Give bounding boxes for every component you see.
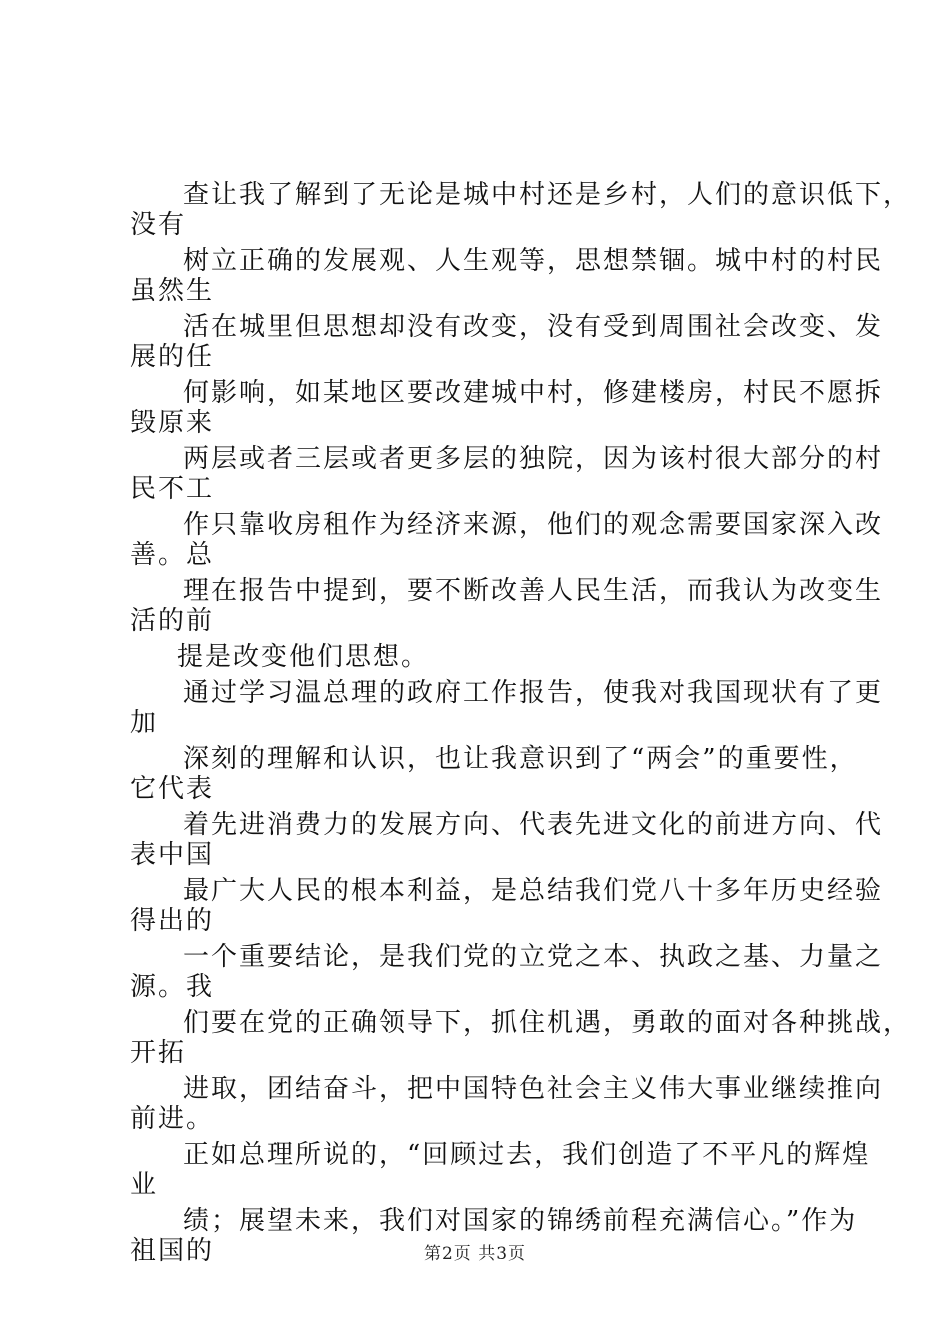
text-line: 活在城里但思想却没有改变，没有受到周围社会改变、发 — [183, 312, 884, 342]
text-line: 通过学习温总理的政府工作报告，使我对我国现状有了更 — [183, 678, 884, 708]
text-line: 进取，团结奋斗，把中国特色社会主义伟大事业继续推向 — [183, 1074, 884, 1104]
text-line: 展的任 — [130, 342, 215, 372]
text-line: 开拓 — [130, 1038, 187, 1068]
text-line: 虽然生 — [130, 276, 215, 306]
text-line: 提是改变他们思想。 — [177, 642, 430, 672]
text-line: 作只靠收房租作为经济来源，他们的观念需要国家深入改 — [183, 510, 884, 540]
text-line: 着先进消费力的发展方向、代表先进文化的前进方向、代 — [183, 810, 884, 840]
text-line: 加 — [130, 708, 159, 738]
text-line: 查让我了解到了无论是城中村还是乡村，人们的意识低下， — [183, 180, 912, 210]
page-footer — [0, 1243, 950, 1265]
text-line: 深刻的理解和认识，也让我意识到了“两会”的重要性， — [183, 744, 858, 774]
text-line: 没有 — [130, 210, 187, 240]
text-line: 祖国的 — [130, 1236, 215, 1266]
text-line: 理在报告中提到，要不断改善人民生活，而我认为改变生 — [183, 576, 884, 606]
text-line: 绩；展望未来，我们对国家的锦绣前程充满信心。”作为 — [183, 1206, 858, 1236]
text-line: 两层或者三层或者更多层的独院，因为该村很大部分的村 — [183, 444, 884, 474]
page-number: 第2页 共3页 — [423, 1244, 527, 1264]
text-line: 它代表 — [130, 774, 215, 804]
text-line: 何影响，如某地区要改建城中村，修建楼房，村民不愿拆 — [183, 378, 884, 408]
text-line: 们要在党的正确领导下，抓住机遇，勇敢的面对各种挑战， — [183, 1008, 912, 1038]
text-line: 源。我 — [130, 972, 215, 1002]
text-line: 最广大人民的根本利益，是总结我们党八十多年历史经验 — [183, 876, 884, 906]
text-line: 善。总 — [130, 540, 215, 570]
text-line: 业 — [130, 1170, 159, 1200]
text-line: 活的前 — [130, 606, 215, 636]
text-line: 毁原来 — [130, 408, 215, 438]
text-line: 树立正确的发展观、人生观等，思想禁锢。城中村的村民 — [183, 246, 884, 276]
text-line: 得出的 — [130, 906, 215, 936]
text-line: 民不工 — [130, 474, 215, 504]
text-line: 表中国 — [130, 840, 215, 870]
text-line: 正如总理所说的，“回顾过去，我们创造了不平凡的辉煌 — [183, 1140, 871, 1170]
text-line: 前进。 — [130, 1104, 215, 1134]
text-line: 一个重要结论，是我们党的立党之本、执政之基、力量之 — [183, 942, 884, 972]
